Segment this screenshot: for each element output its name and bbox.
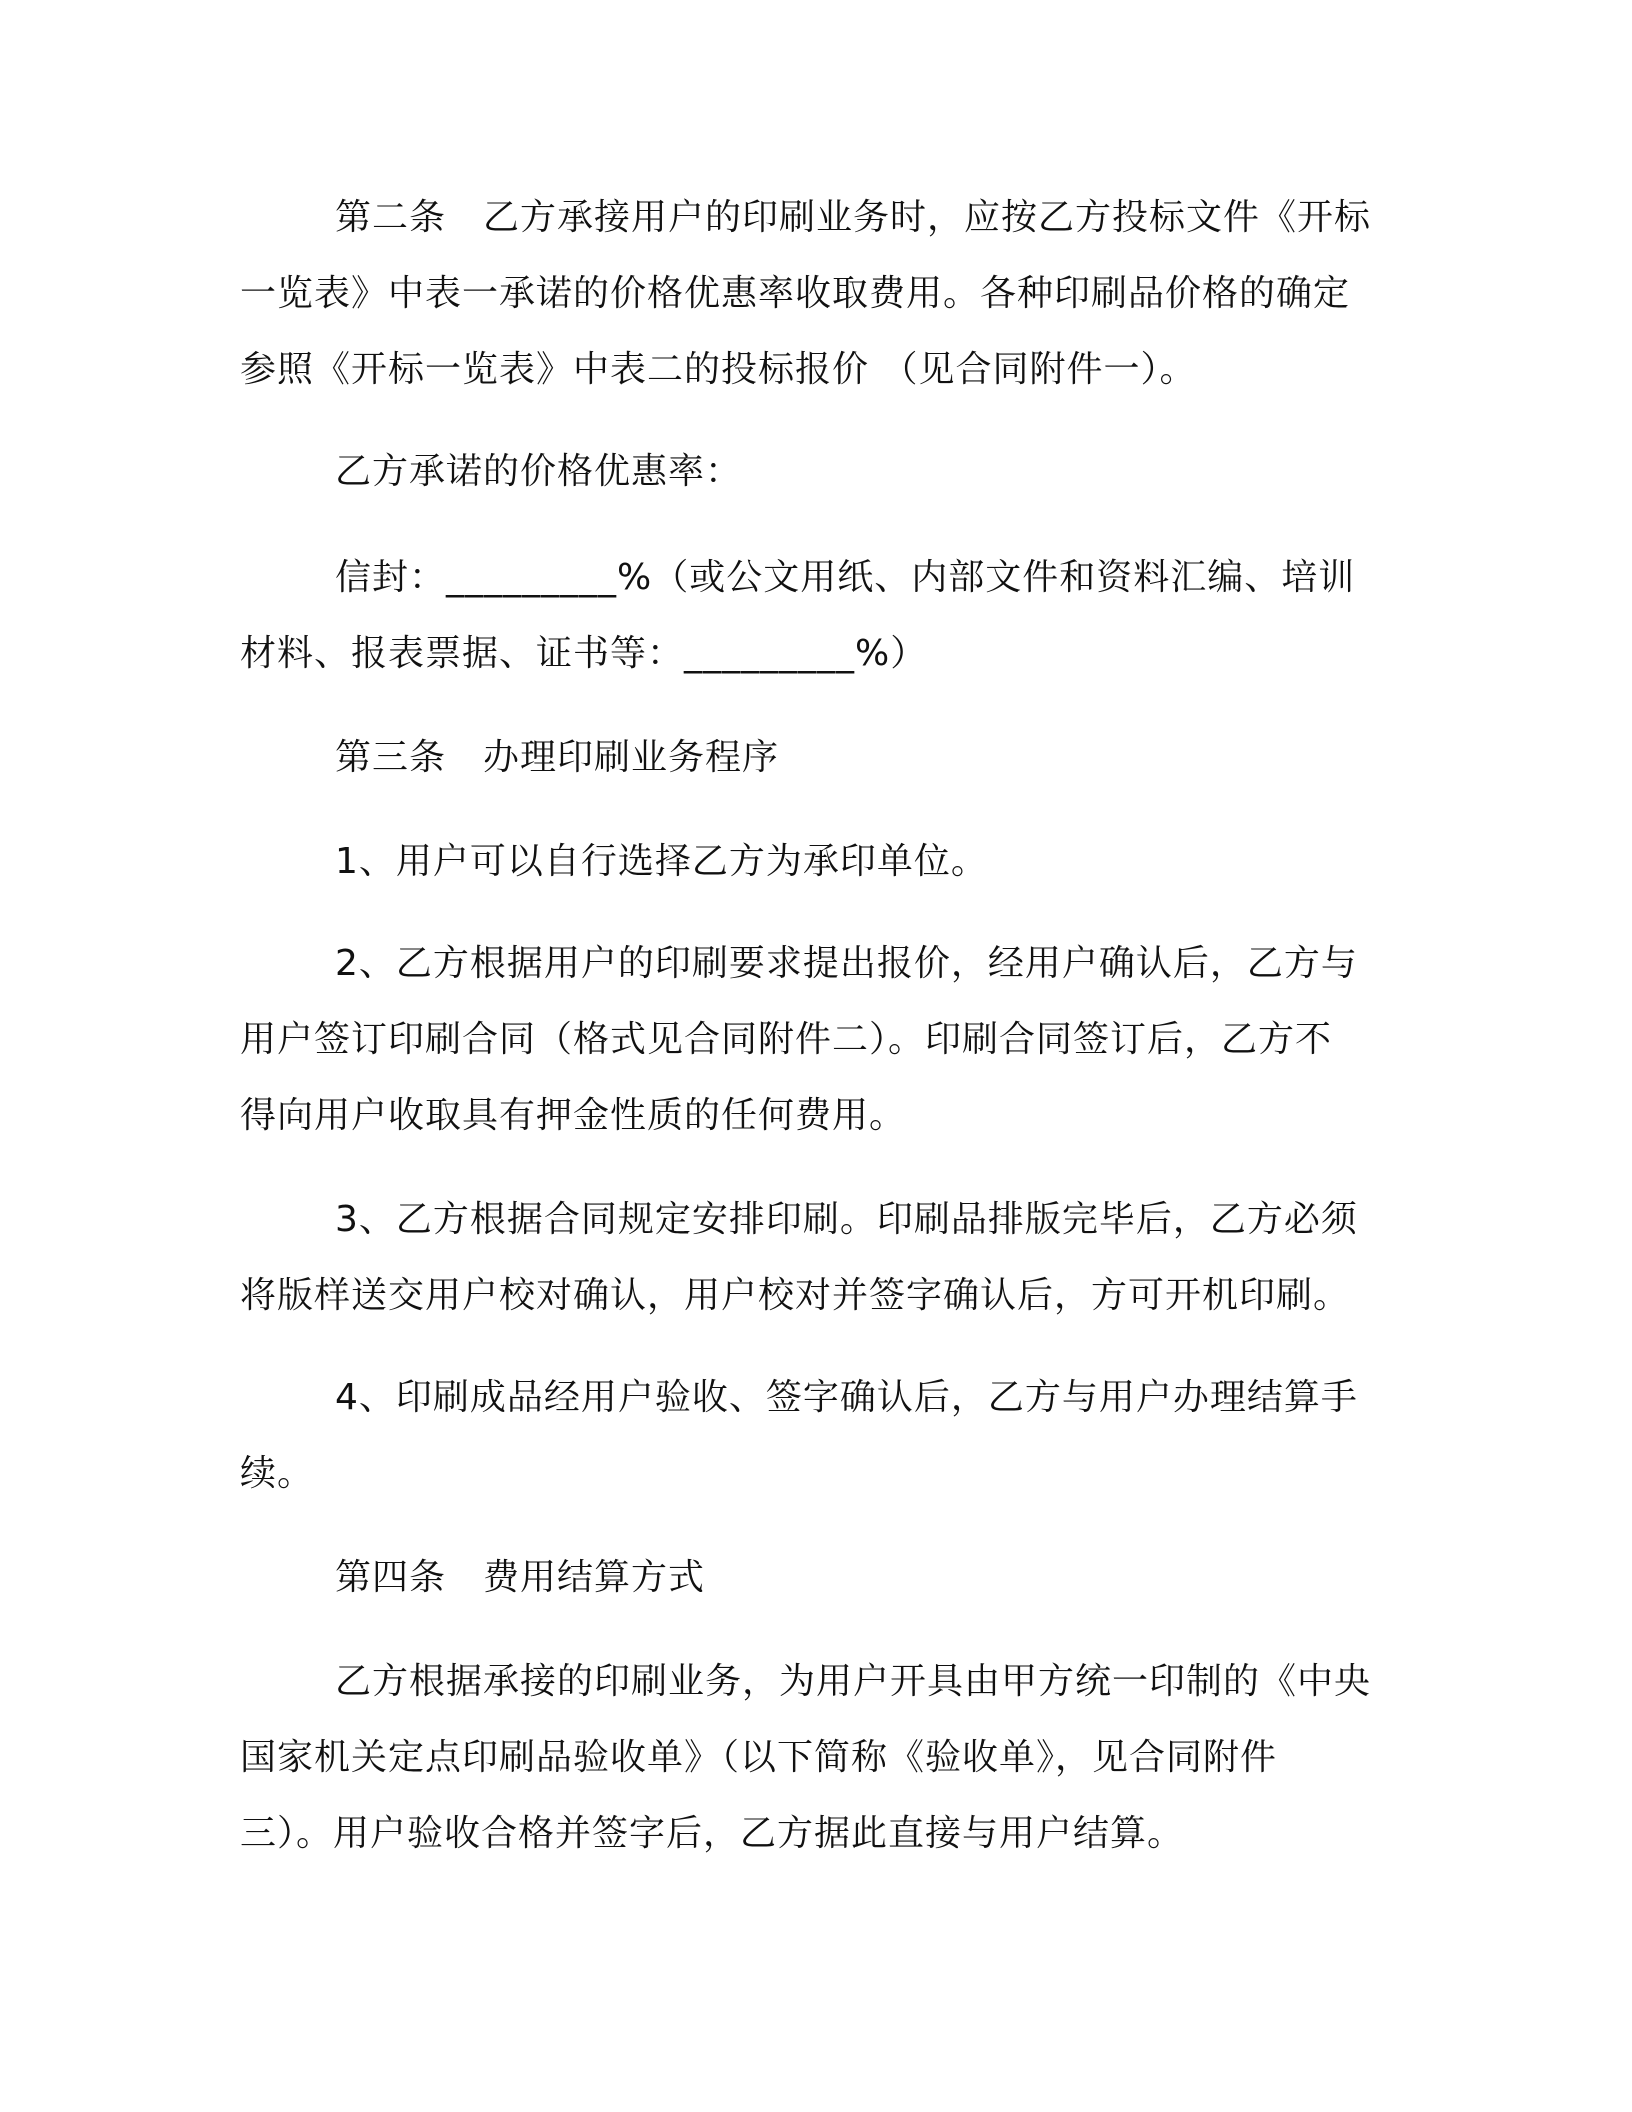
article3-heading: 第三条 办理印刷业务程序 — [335, 737, 780, 778]
article3-item-2-line-2: 用户签订印刷合同（格式见合同附件二）。印刷合同签订后，乙方不 — [240, 1019, 1333, 1060]
article4-line-1: 乙方根据承接的印刷业务，为用户开具由甲方统一印制的《中央 — [335, 1661, 1372, 1702]
discount-detail-line-2: 材料、报表票据、证书等：_________%） — [240, 633, 928, 674]
article2-line-2: 一览表》中表一承诺的价格优惠率收取费用。各种印刷品价格的确定 — [240, 273, 1351, 314]
discount-intro: 乙方承诺的价格优惠率： — [335, 451, 743, 492]
article3-item-3-line-2: 将版样送交用户校对确认，用户校对并签字确认后，方可开机印刷。 — [240, 1275, 1351, 1316]
discount-detail-line-1: 信封：_________%（或公文用纸、内部文件和资料汇编、培训 — [335, 557, 1356, 598]
article2-line-3: 参照《开标一览表》中表二的投标报价 （见合同附件一）。 — [240, 349, 1197, 390]
article3-item-4-line-2: 续。 — [240, 1453, 315, 1494]
article3-item-2-line-1: 2、乙方根据用户的印刷要求提出报价，经用户确认后，乙方与 — [335, 943, 1358, 984]
article2-line-1: 第二条 乙方承接用户的印刷业务时，应按乙方投标文件《开标 — [335, 197, 1372, 238]
article4-line-2: 国家机关定点印刷品验收单》（以下简称《验收单》，见合同附件 — [240, 1737, 1278, 1778]
article3-item-2-line-3: 得向用户收取具有押金性质的任何费用。 — [240, 1095, 907, 1136]
article4-line-3: 三）。用户验收合格并签字后，乙方据此直接与用户结算。 — [240, 1813, 1185, 1854]
article3-item-3-line-1: 3、乙方根据合同规定安排印刷。印刷品排版完毕后，乙方必须 — [335, 1199, 1358, 1240]
article4-heading: 第四条 费用结算方式 — [335, 1557, 706, 1598]
article3-item-1: 1、用户可以自行选择乙方为承印单位。 — [335, 841, 988, 882]
article3-item-4-line-1: 4、印刷成品经用户验收、签字确认后，乙方与用户办理结算手 — [335, 1377, 1358, 1418]
